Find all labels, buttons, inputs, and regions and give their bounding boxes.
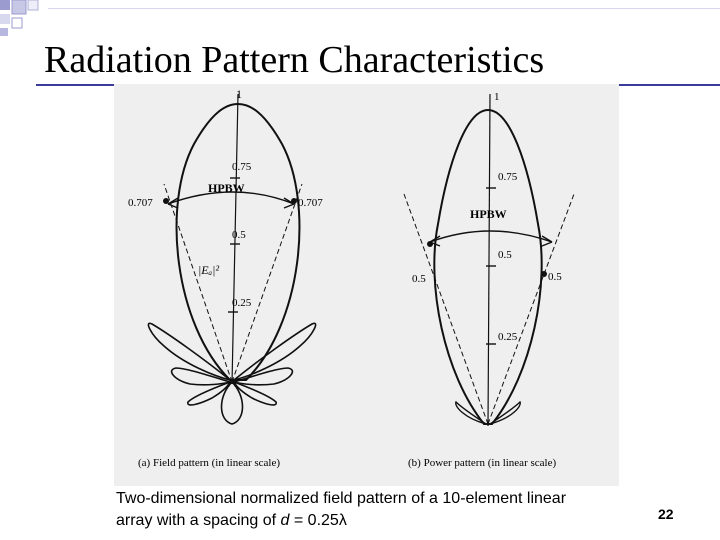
field-top-tick: 1 (236, 87, 242, 101)
field-tick-05: 0.5 (232, 229, 246, 241)
power-top-tick: 1 (494, 91, 500, 103)
field-tick-025: 0.25 (232, 297, 252, 309)
caption-suffix: = 0.25λ (289, 512, 347, 529)
page-number: 22 (658, 506, 674, 522)
field-hpbw-label: HPBW (208, 181, 245, 195)
field-half-power-right: 0.707 (298, 197, 323, 209)
field-side-lobe-right-2 (234, 368, 292, 385)
power-tick-05: 0.5 (498, 249, 512, 261)
slide-title: Radiation Pattern Characteristics (44, 39, 545, 81)
power-half-power-right: 0.5 (548, 271, 562, 283)
power-hpbw-label: HPBW (470, 207, 507, 221)
power-hpbw-arc (430, 231, 552, 242)
caption-prefix: array with a spacing of (116, 512, 281, 529)
radiation-pattern-figure (114, 84, 619, 486)
field-tick-075: 0.75 (232, 161, 252, 173)
field-hpbw-line-left (164, 184, 232, 382)
field-side-lobe-right-1 (234, 323, 316, 380)
power-panel-caption: (b) Power pattern (in linear scale) (408, 457, 557, 469)
power-tick-025: 0.25 (498, 331, 518, 343)
figure-caption (116, 488, 636, 532)
power-hpbw-line-left (404, 194, 488, 424)
power-half-power-dot-left (427, 241, 433, 247)
caption-line-2 (116, 510, 636, 532)
field-panel-caption: (a) Field pattern (in linear scale) (138, 457, 281, 469)
radiation-pattern-diagram (114, 84, 619, 486)
power-half-power-left: 0.5 (412, 273, 426, 285)
caption-line-1: Two-dimensional normalized field pattern of a 10-element linear (116, 490, 567, 507)
field-axis-label: |Eₐ|² (198, 263, 220, 277)
caption-variable: d (280, 512, 290, 529)
field-pattern-panel (148, 94, 315, 424)
power-axis (488, 94, 490, 426)
power-hpbw-line-right (488, 194, 574, 424)
field-half-power-left: 0.707 (128, 197, 153, 209)
field-side-lobe-left-1 (148, 323, 230, 380)
field-half-power-dot-right (291, 198, 297, 204)
power-tick-075: 0.75 (498, 171, 518, 183)
power-pattern-panel (404, 94, 574, 426)
field-half-power-dot-left (163, 198, 169, 204)
power-half-power-dot-right (541, 271, 547, 277)
